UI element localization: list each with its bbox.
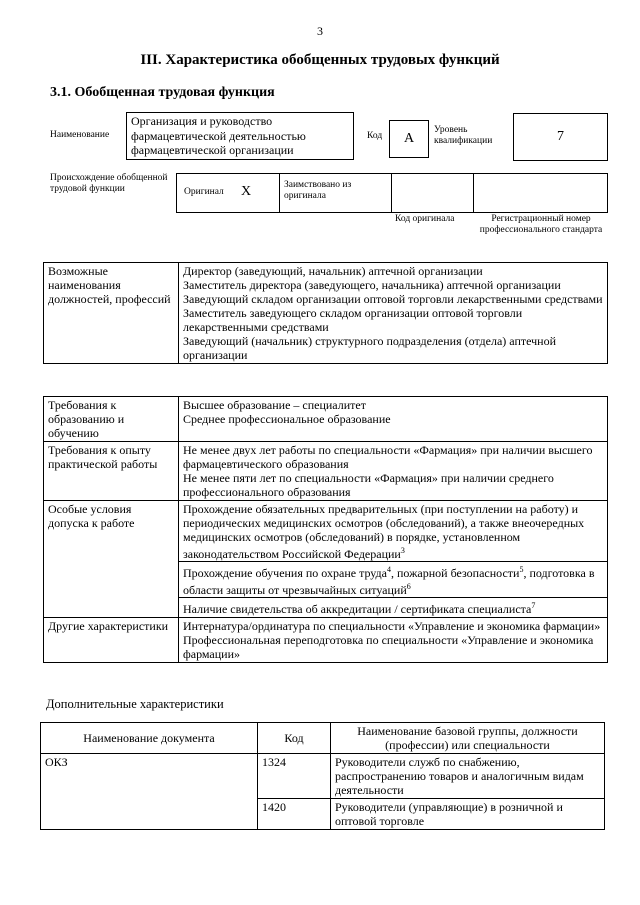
experience-values xyxy=(179,442,608,501)
origin-label: Происхождение обобщенной трудовой функции xyxy=(50,173,168,194)
code-value: А xyxy=(403,131,415,146)
experience-row xyxy=(44,442,608,501)
level-box xyxy=(513,113,608,161)
doc-name-cell: ОКЗ xyxy=(41,754,258,830)
header-doc-name: Наименование документа xyxy=(41,723,258,754)
education-line: Высшее образование – специалитет xyxy=(183,398,366,412)
function-name-box xyxy=(126,112,354,160)
position-item: Заведующий складом организации оптовой торговли лекарственными средствами xyxy=(183,292,603,306)
condition-accreditation: Наличие свидетельства об аккредитации / сертификата специалиста$^7$ xyxy=(179,597,607,616)
borrowed-label: Заимствовано из оригинала xyxy=(284,180,352,201)
level-label: Уровень квалификации xyxy=(434,125,493,146)
additional-header-row xyxy=(41,723,605,754)
additional-title: Дополнительные характеристики xyxy=(46,697,224,711)
position-item: Заведующий (начальник) структурного подразделения (отдела) аптечной организации xyxy=(183,334,557,362)
section-title: III. Характеристика обобщенных трудовых функций xyxy=(140,52,500,68)
page-number: 3 xyxy=(317,24,323,38)
other-line: Интернатура/ординатура по специальности «Управление и экономика фармации» xyxy=(183,619,601,633)
positions-list xyxy=(179,263,608,364)
reg-number-cell xyxy=(473,174,474,212)
experience-line: Не менее пяти лет по специальности «Фармация» при наличии среднего профессионального образования xyxy=(183,471,554,499)
position-item: Заместитель заведующего складом организации оптовой торговли лекарственными средствами xyxy=(183,306,523,334)
code-original-caption: Код оригинала xyxy=(395,214,455,224)
table-row xyxy=(41,754,605,799)
education-values xyxy=(179,397,608,442)
reg-number-caption: Регистрационный номер профессионального стандарта xyxy=(479,214,603,235)
other-row xyxy=(44,618,608,663)
group-name-cell: Руководители (управляющие) в розничной и оптовой торговле xyxy=(331,799,605,830)
subsection-title: 3.1. Обобщенная трудовая функция xyxy=(50,85,275,100)
name-label: Наименование xyxy=(50,130,110,140)
original-label: Оригинал xyxy=(184,187,224,197)
education-line: Среднее профессиональное образование xyxy=(183,412,391,426)
origin-divider xyxy=(279,174,280,212)
code-original-cell xyxy=(391,174,392,212)
code-box xyxy=(389,120,429,158)
function-name-value: Организация и руководство фармацевтической деятельностью фармацевтической организации xyxy=(131,114,306,157)
education-label: Требования к образованию и обучению xyxy=(44,397,179,442)
code-label: Код xyxy=(367,131,383,141)
other-line: Профессиональная переподготовка по специальности «Управление и экономика фармации» xyxy=(183,633,594,661)
positions-label: Возможные наименования должностей, профессий xyxy=(44,263,179,364)
conditions-row xyxy=(44,501,608,618)
position-item: Заместитель директора (заведующего, начальника) аптечной организации xyxy=(183,278,561,292)
header-group-name: Наименование базовой группы, должности (профессии) или специальности xyxy=(331,723,605,754)
positions-table xyxy=(43,262,608,364)
header-code: Код xyxy=(258,723,331,754)
conditions-values xyxy=(179,501,608,618)
requirements-table xyxy=(43,396,608,663)
origin-box xyxy=(176,173,608,213)
other-values xyxy=(179,618,608,663)
original-mark: X xyxy=(241,184,252,199)
level-value: 7 xyxy=(557,129,564,144)
experience-label: Требования к опыту практической работы xyxy=(44,442,179,501)
education-row xyxy=(44,397,608,442)
experience-line: Не менее двух лет работы по специальности «Фармация» при наличии высшего фармацевтического образования xyxy=(183,443,593,471)
other-label: Другие характеристики xyxy=(44,618,179,663)
code-cell: 1324 xyxy=(258,754,331,799)
additional-table xyxy=(40,722,605,830)
conditions-label: Особые условия допуска к работе xyxy=(44,501,179,618)
condition-training: Прохождение обучения по охране труда$^4$, пожарной безопасности$^5$, подготовка в области защиты от чрезвычайных ситуаций$^6$ xyxy=(179,561,607,597)
code-cell: 1420 xyxy=(258,799,331,830)
group-name-cell: Руководители служб по снабжению, распространению товаров и аналогичным видам деятельности xyxy=(331,754,605,799)
condition-medical: Прохождение обязательных предварительных (при поступлении на работу) и периодических медицинских осмотров (обследований), а также внеочередных медицинских осмотров (обследований) в порядке, установленном законодательством Российской Федерации$^3$ xyxy=(183,502,585,561)
position-item: Директор (заведующий, начальник) аптечной организации xyxy=(183,264,483,278)
